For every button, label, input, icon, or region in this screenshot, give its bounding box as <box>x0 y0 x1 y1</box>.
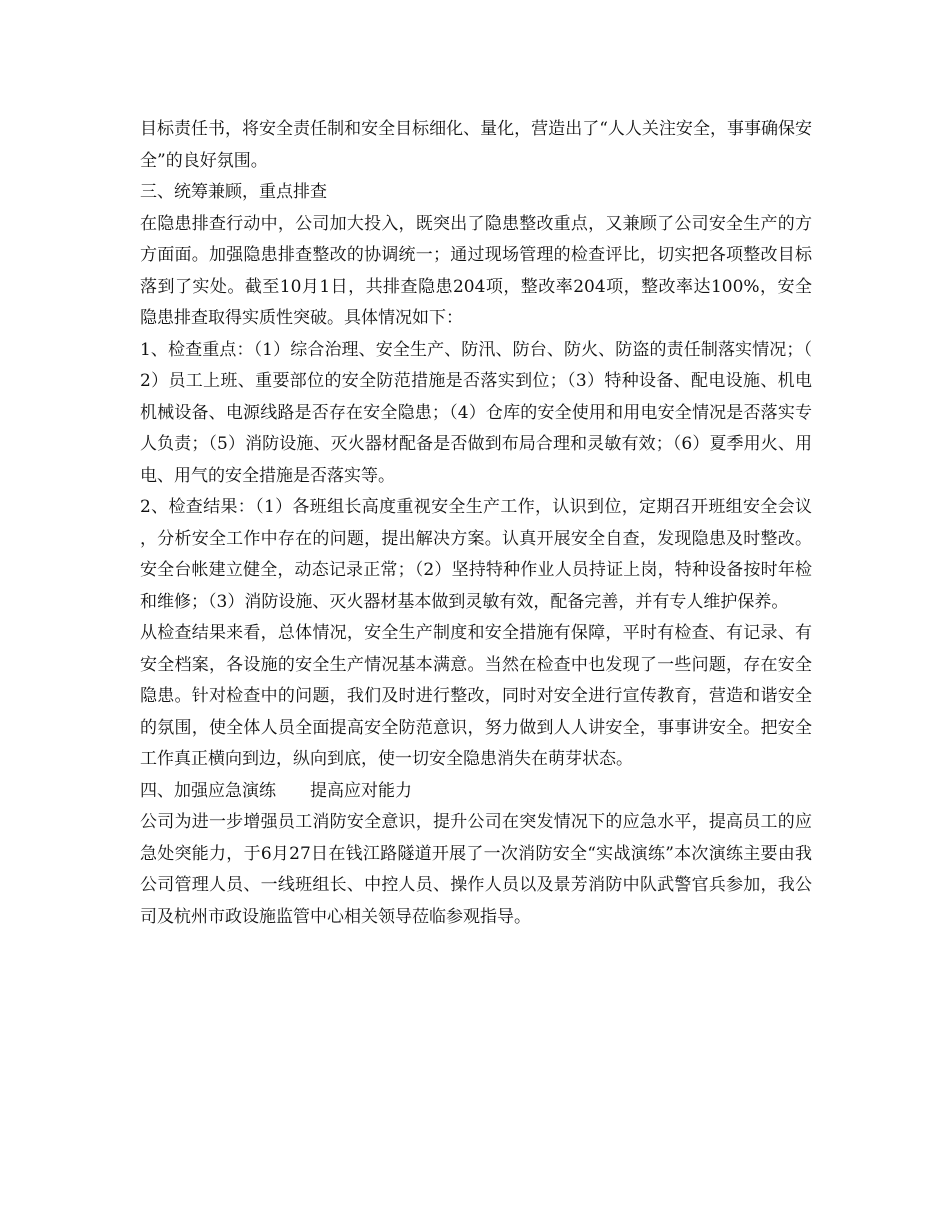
paragraph-inspection-focus: 1、检查重点：（1）综合治理、安全生产、防汛、防台、防火、防盗的责任制落实情况；（2）员工上班、重要部位的安全防范措施是否落实到位；（3）特种设备、配电设施、机电机械设备、电源线路是否存在安全隐患；（4）仓库的安全使用和用电安全情况是否落实专人负责；（5）消防设施、灭火器材配备是否做到布局合理和灵敏有效；（6）夏季用火、用电、用气的安全措施是否落实等。 <box>140 339 812 486</box>
section-heading-4: 四、加强应急演练 提高应对能力 <box>140 780 412 801</box>
paragraph-emergency-drill: 公司为进一步增强员工消防安全意识，提升公司在突发情况下的应急水平，提高员工的应急处突能力，于6月27日在钱江路隧道开展了一次消防安全“实战演练”本次演练主要由我公司管理人员、一线班组长、中控人员、操作人员以及景芳消防中队武警官兵参加，我公司及杭州市政设施监管中心相关领导莅临参观指导。 <box>140 812 812 927</box>
paragraph-overall-summary: 从检查结果来看，总体情况，安全生产制度和安全措施有保障，平时有检查、有记录、有安全档案，各设施的安全生产情况基本满意。当然在检查中也发现了一些问题，存在安全隐患。针对检查中的问题，我们及时进行整改，同时对安全进行宣传教育，营造和谐安全的氛围，使全体人员全面提高安全防范意识，努力做到人人讲安全，事事讲安全。把安全工作真正横向到边，纵向到底，使一切安全隐患消失在萌芽状态。 <box>140 623 812 769</box>
document-body <box>140 114 812 933</box>
paragraph-hazard-inspection: 在隐患排查行动中，公司加大投入，既突出了隐患整改重点，又兼顾了公司安全生产的方方面面。加强隐患排查整改的协调统一；通过现场管理的检查评比，切实把各项整改目标落到了实处。截至10月1日，共排查隐患204项，整改率204项，整改率达100%，安全隐患排查取得实质性突破。具体情况如下： <box>140 213 812 328</box>
paragraph-inspection-results: 2、检查结果：（1）各班组长高度重视安全生产工作，认识到位，定期召开班组安全会议，分析安全工作中存在的问题，提出解决方案。认真开展安全自查，发现隐患及时整改。安全台帐建立健全，动态记录正常；（2）坚持特种作业人员持证上岗，特种设备按时年检和维修；（3）消防设施、灭火器材基本做到灵敏有效，配备完善，并有专人维护保养。 <box>140 497 812 612</box>
section-heading-3: 三、统筹兼顾，重点排查 <box>140 182 327 202</box>
paragraph-responsibility: 目标责任书，将安全责任制和安全目标细化、量化，营造出了“人人关注安全，事事确保安全”的良好氛围。 <box>140 119 812 171</box>
